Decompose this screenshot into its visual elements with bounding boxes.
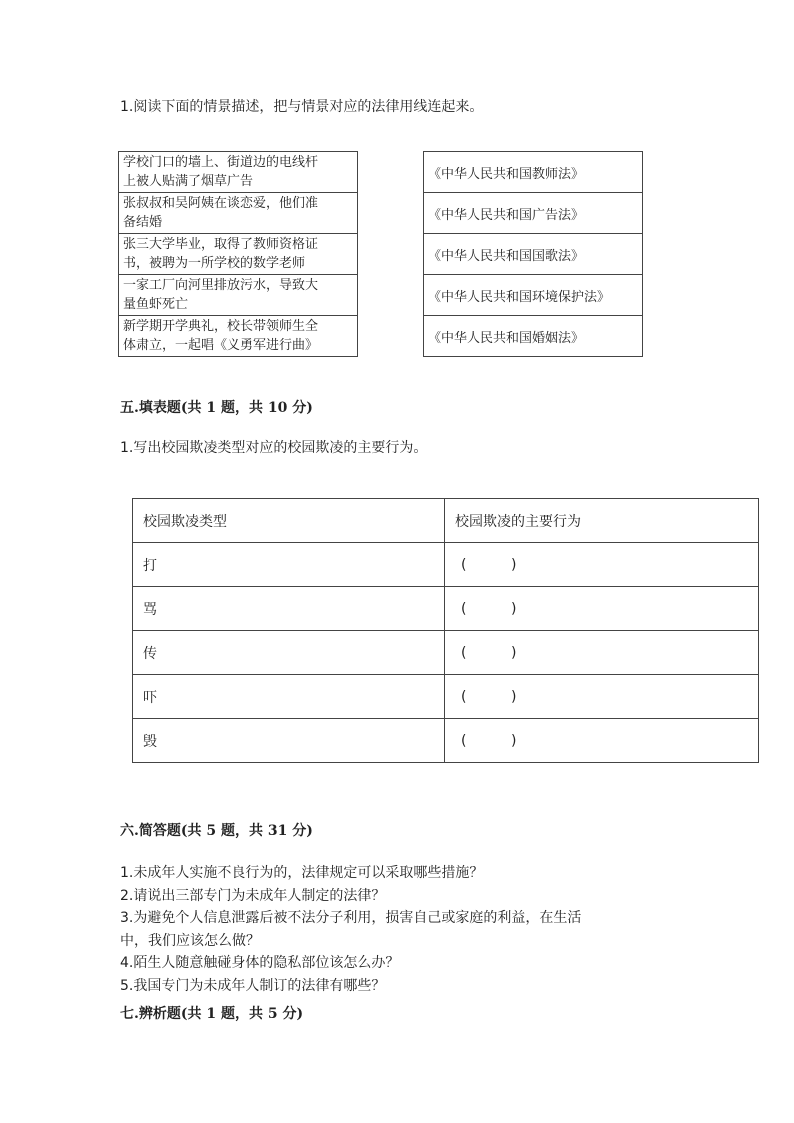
law-box: [423, 151, 643, 357]
section-6-questions: [120, 862, 581, 997]
table-row: [133, 675, 759, 719]
section-5-prompt: 1.写出校园欺凌类型对应的校园欺凌的主要行为。: [120, 440, 428, 456]
law-item: 《中华人民共和国国歌法》: [424, 234, 642, 275]
scenario-box: [118, 151, 358, 357]
question-line: 4.陌生人随意触碰身体的隐私部位该怎么办？: [120, 955, 400, 971]
scenario-line: 张三大学毕业，取得了教师资格证: [123, 237, 319, 252]
section-6-title: 六.简答题(共 5 题，共 31 分): [120, 823, 313, 839]
question-line: 2.请说出三部专门为未成年人制定的法律？: [120, 887, 386, 904]
scenario-line: 新学期开学典礼，校长带领师生全: [123, 319, 319, 334]
bullying-type-cell: 毁: [133, 719, 445, 763]
bullying-table: [132, 498, 759, 763]
table-row: [133, 587, 759, 631]
answer-blank[interactable]: ( ): [461, 688, 517, 705]
question-line: 5.我国专门为未成年人制订的法律有哪些？: [120, 977, 386, 994]
answer-cell[interactable]: [445, 631, 759, 675]
question-line: 中，我们应该怎么做？: [120, 932, 260, 949]
bullying-type-cell: 骂: [133, 587, 445, 631]
scenario-item: [119, 234, 357, 275]
answer-blank[interactable]: ( ): [461, 600, 517, 617]
scenario-line: 量鱼虾死亡: [123, 297, 189, 312]
scenario-item: [119, 275, 357, 316]
scenario-line: 备结婚: [123, 215, 163, 230]
answer-cell[interactable]: [445, 587, 759, 631]
law-item: 《中华人民共和国广告法》: [424, 193, 642, 234]
scenario-line: 一家工厂向河里排放污水，导致大: [123, 278, 319, 293]
scenario-item: [119, 193, 357, 234]
table-header-row: [133, 499, 759, 543]
scenario-line: 体肃立，一起唱《义勇军进行曲》: [123, 338, 319, 353]
law-item: 《中华人民共和国婚姻法》: [428, 331, 585, 346]
question-line: 1.未成年人实施不良行为的，法律规定可以采取哪些措施？: [120, 865, 484, 881]
scenario-item: [119, 316, 357, 357]
scenario-line: 张叔叔和吴阿姨在谈恋爱，他们准: [123, 196, 319, 211]
table-header-type: 校园欺凌类型: [133, 499, 445, 543]
answer-cell[interactable]: [445, 543, 759, 587]
bullying-type-cell: 传: [133, 631, 445, 675]
section-5-title: 五.填表题(共 1 题，共 10 分): [120, 400, 313, 416]
answer-blank[interactable]: ( ): [461, 644, 517, 661]
section-7-title: 七.辨析题(共 1 题，共 5 分): [120, 1006, 304, 1022]
scenario-line: 上被人贴满了烟草广告: [123, 174, 254, 189]
table-header-behavior: 校园欺凌的主要行为: [445, 499, 759, 543]
answer-blank[interactable]: ( ): [461, 732, 517, 749]
answer-cell[interactable]: [445, 675, 759, 719]
table-row: [133, 719, 759, 763]
law-item: 《中华人民共和国环境保护法》: [424, 275, 642, 316]
answer-cell[interactable]: [445, 719, 759, 763]
scenario-line: 学校门口的墙上、街道边的电线杆: [123, 155, 319, 170]
question-1-prompt: 1.阅读下面的情景描述，把与情景对应的法律用线连起来。: [120, 99, 484, 115]
answer-blank[interactable]: ( ): [461, 556, 517, 573]
scenario-item: [119, 152, 357, 193]
law-item: 《中华人民共和国教师法》: [424, 152, 642, 193]
table-row: [133, 543, 759, 587]
scenario-line: 书，被聘为一所学校的数学老师: [123, 256, 306, 271]
table-row: [133, 631, 759, 675]
bullying-type-cell: 吓: [133, 675, 445, 719]
bullying-type-cell: 打: [133, 543, 445, 587]
question-line: 3.为避免个人信息泄露后被不法分子利用，损害自己或家庭的利益，在生活: [120, 910, 582, 926]
